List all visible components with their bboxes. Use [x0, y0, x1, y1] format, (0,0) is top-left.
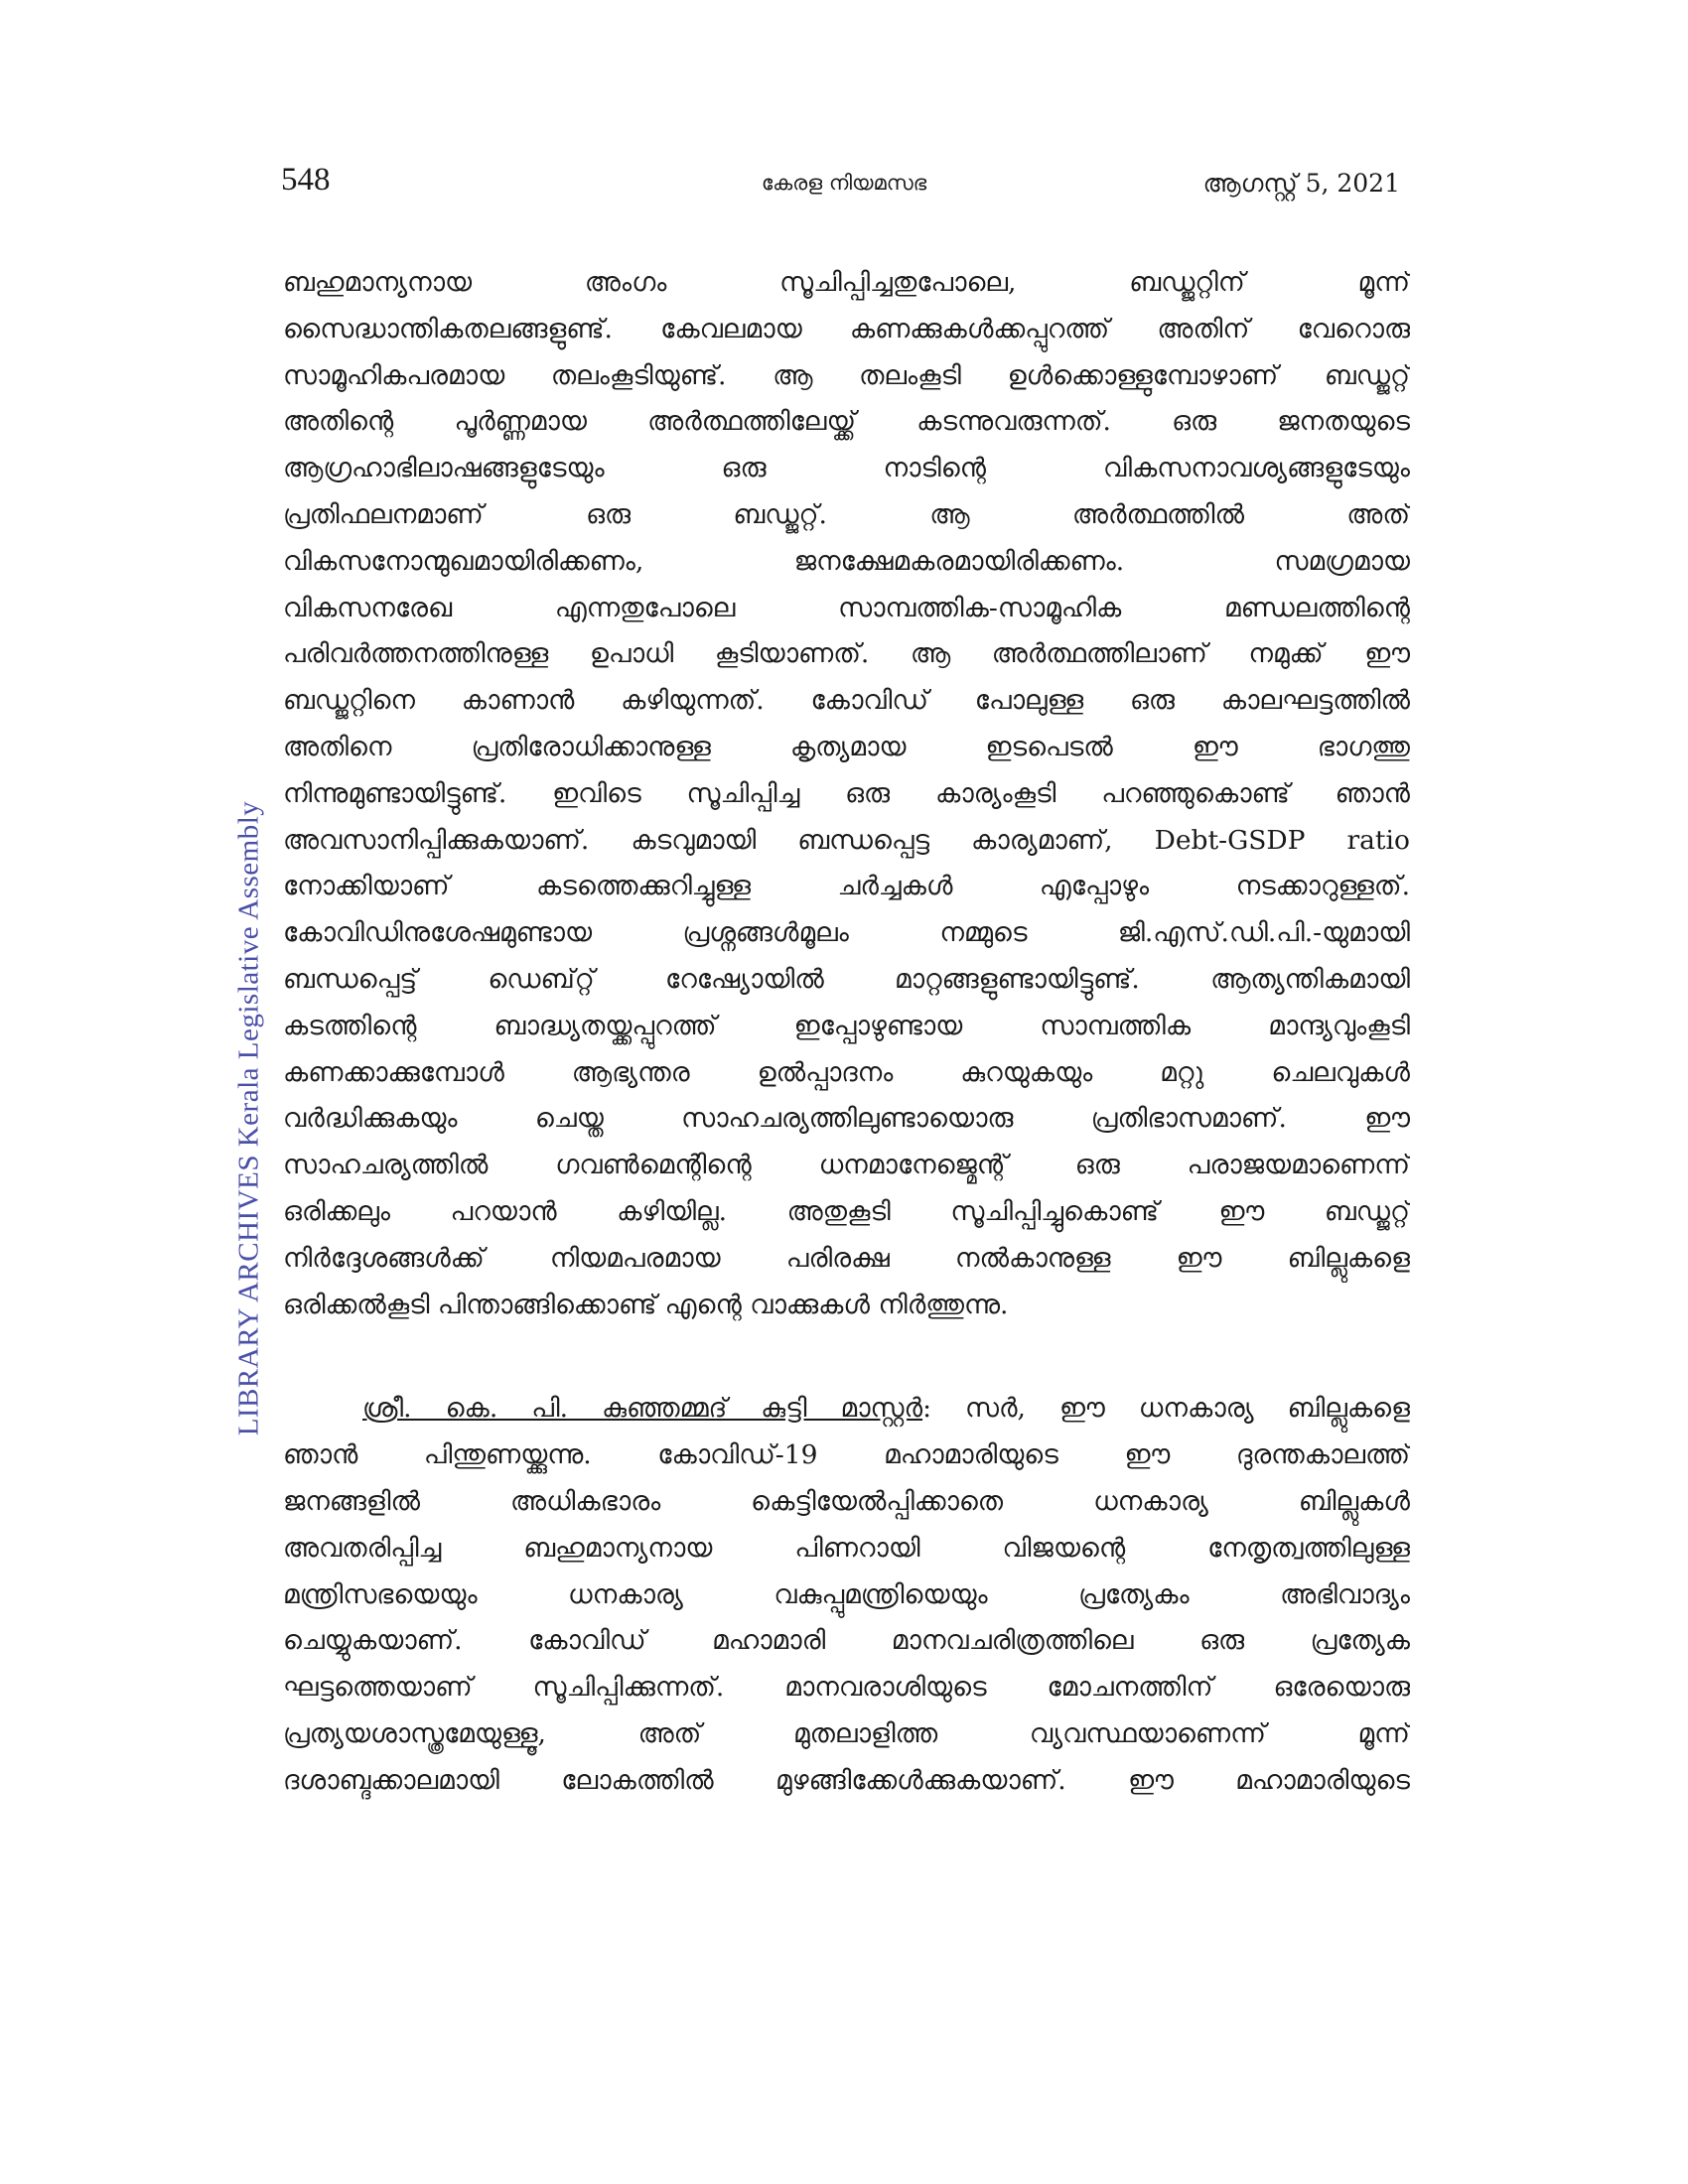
text-line: ദശാബ്ദക്കാലമായി ലോകത്തിൽ മുഴങ്ങിക്കേൾക്കുകയാണ്. ഈ മഹാമാരിയുടെ — [283, 1764, 1410, 1796]
text-line: അവതരിപ്പിച്ച ബഹുമാന്യനായ പിണറായി വിജയന്റെ നേതൃത്വത്തിലുള്ള — [283, 1532, 1410, 1564]
text-line: വികസനോന്മുഖമായിരിക്കണം, ജനക്ഷേമകരമായിരിക്കണം. സമഗ്രമായ — [283, 545, 1410, 577]
text-line: കണക്കാക്കുമ്പോൾ ആഭ്യന്തര ഉൽപ്പാദനം കുറയുകയും മറ്റു ചെലവുകൾ — [283, 1056, 1410, 1088]
text-line: ഞാൻ പിന്തുണയ്ക്കുന്നു. കോവിഡ്-19 മഹാമാരിയുടെ ഈ ദുരന്തകാലത്ത് — [283, 1439, 1410, 1471]
header-date: ആഗസ്റ്റ് 5, 2021 — [1202, 169, 1400, 198]
paragraph-1 — [283, 260, 1410, 1328]
body-text — [283, 260, 1410, 1805]
text-line: നിർദ്ദേശങ്ങൾക്ക് നിയമപരമായ പരിരക്ഷ നൽകാനുള്ള ഈ ബില്ലുകളെ — [283, 1242, 1410, 1274]
text-line: ഘട്ടത്തെയാണ് സൂചിപ്പിക്കുന്നത്. മാനവരാശിയുടെ മോചനത്തിന് ഒരേയൊരു — [283, 1672, 1410, 1704]
text-line: നിന്നുമുണ്ടായിട്ടുണ്ട്. ഇവിടെ സൂചിപ്പിച്ച ഒരു കാര്യംകൂടി പറഞ്ഞുകൊണ്ട് ഞാൻ — [283, 777, 1410, 809]
text-line: വികസനരേഖ എന്നതുപോലെ സാമ്പത്തിക-സാമൂഹിക മണ്ഡലത്തിന്റെ — [283, 592, 1410, 623]
text-line: പ്രതിഫലനമാണ് ഒരു ബഡ്ജറ്റ്. ആ അർത്ഥത്തിൽ അത് — [283, 498, 1410, 530]
text-line: അതിനെ പ്രതിരോധിക്കാനുള്ള കൃത്യമായ ഇടപെടൽ ഈ ഭാഗത്തു — [283, 731, 1410, 762]
text-line: ബഡ്ജറ്റിനെ കാണാൻ കഴിയുന്നത്. കോവിഡ് പോലുള്ള ഒരു കാലഘട്ടത്തിൽ — [283, 685, 1410, 717]
speaker-name: ശ്രീ. കെ. പി. കുഞ്ഞമ്മദ് കുട്ടി മാസ്റ്റർ — [362, 1393, 923, 1425]
text-line: പരിവർത്തനത്തിനുള്ള ഉപാധി കൂടിയാണത്. ആ അർത്ഥത്തിലാണ് നമുക്ക് ഈ — [283, 638, 1410, 670]
text-line: പ്രത്യയശാസ്ത്രമേയുള്ളൂ, അത് മുതലാളിത്ത വ്യവസ്ഥയാണെന്ന് മൂന്ന് — [283, 1717, 1410, 1749]
text-line: ബഹുമാന്യനായ അംഗം സൂചിപ്പിച്ചതുപോലെ, ബഡ്ജറ്റിന് മൂന്ന് — [283, 267, 1410, 298]
text-line: ഒരിക്കൽകൂടി പിന്താങ്ങിക്കൊണ്ട് എന്റെ വാക്കുകൾ നിർത്തുന്നു. — [283, 1289, 1009, 1320]
text-line: സൈദ്ധാന്തികതലങ്ങളുണ്ട്. കേവലമായ കണക്കുകൾക്കപ്പുറത്ത് അതിന് വേറൊരു — [283, 313, 1410, 344]
text-line: ജനങ്ങളിൽ അധികഭാരം കെട്ടിയേൽപ്പിക്കാതെ ധനകാര്യ ബില്ലുകൾ — [283, 1485, 1410, 1517]
text-line: സാമൂഹികപരമായ തലംകൂടിയുണ്ട്. ആ തലംകൂടി ഉൾക്കൊള്ളുമ്പോഴാണ് ബഡ്ജറ്റ് — [283, 359, 1410, 391]
text-line: വർദ്ധിക്കുകയും ചെയ്ത സാഹചര്യത്തിലുണ്ടായൊരു പ്രതിഭാസമാണ്. ഈ — [283, 1103, 1410, 1135]
speaker-line-text: : സർ, ഈ ധനകാര്യ ബില്ലുകളെ — [922, 1393, 1410, 1425]
text-line: അതിന്റെ പൂർണ്ണമായ അർത്ഥത്തിലേയ്ക്ക് കടന്നുവരുന്നത്. ഒരു ജനതയുടെ — [283, 406, 1410, 438]
speaker-line — [283, 1386, 1410, 1433]
page-number: 548 — [281, 162, 331, 198]
text-line: കോവിഡിനുശേഷമുണ്ടായ പ്രശ്നങ്ങൾമൂലം നമ്മുടെ ജി.എസ്.ഡി.പി.-യുമായി — [283, 917, 1410, 949]
text-line: അവസാനിപ്പിക്കുകയാണ്. കടവുമായി ബന്ധപ്പെട്ട കാര്യമാണ്, Debt-GSDP ratio — [283, 824, 1410, 856]
header-title: കേരള നിയമസഭ — [761, 171, 927, 195]
text-line: മന്ത്രിസഭയെയും ധനകാര്യ വകുപ്പുമന്ത്രിയെയും പ്രത്യേകം അഭിവാദ്യം — [283, 1578, 1410, 1610]
text-line: നോക്കിയാണ് കടത്തെക്കുറിച്ചുള്ള ചർച്ചകൾ എപ്പോഴും നടക്കാറുള്ളത്. — [283, 871, 1410, 902]
text-line: സാഹചര്യത്തിൽ ഗവൺമെന്റിന്റെ ധനമാനേജ്മെന്റ് ഒരു പരാജയമാണെന്ന് — [283, 1150, 1410, 1181]
text-line: കടത്തിന്റെ ബാദ്ധ്യതയ്ക്കപ്പുറത്ത് ഇപ്പോഴുണ്ടായ സാമ്പത്തിക മാന്ദ്യവുംകൂടി — [283, 1010, 1410, 1041]
text-line: ചെയ്യുകയാണ്. കോവിഡ് മഹാമാരി മാനവചരിത്രത്തിലെ ഒരു പ്രത്യേക — [283, 1625, 1410, 1657]
text-line: ആഗ്രഹാഭിലാഷങ്ങളുടേയും ഒരു നാടിന്റെ വികസനാവശ്യങ്ങളുടേയും — [283, 453, 1410, 484]
paragraph-2 — [283, 1386, 1410, 1804]
text-line: ബന്ധപ്പെട്ട് ഡെബ്റ്റ് റേഷ്യോയിൽ മാറ്റങ്ങളുണ്ടായിട്ടുണ്ട്. ആത്യന്തികമായി — [283, 963, 1410, 995]
library-watermark: LIBRARY ARCHIVES Kerala Legislative Assembly — [232, 800, 265, 1436]
text-line: ഒരിക്കലും പറയാൻ കഴിയില്ല. അതുകൂടി സൂചിപ്പിച്ചുകൊണ്ട് ഈ ബഡ്ജറ്റ് — [283, 1195, 1410, 1227]
